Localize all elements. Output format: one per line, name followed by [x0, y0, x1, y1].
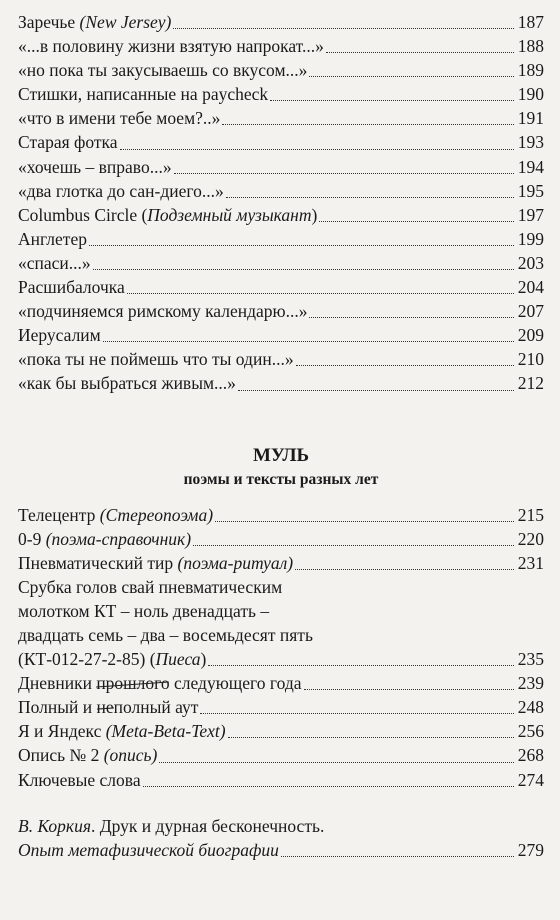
toc-entry-dnevniki[interactable] — [18, 671, 544, 695]
toc-entry-line: двадцать семь – два – восемьдесят пять — [18, 624, 313, 645]
toc-entry[interactable] — [18, 719, 544, 743]
toc-entry[interactable] — [18, 768, 544, 792]
toc-entry-title: (КТ-012-27-2-85) (Пиеса) — [18, 649, 207, 670]
leader-dots — [93, 269, 514, 270]
toc-entry[interactable] — [18, 155, 544, 179]
leader-dots — [159, 762, 514, 763]
toc-list-part2b — [18, 719, 544, 791]
toc-page-number: 188 — [517, 36, 544, 57]
toc-page-number: 256 — [517, 721, 544, 742]
toc-entry[interactable] — [18, 551, 544, 575]
toc-list-part2 — [18, 503, 544, 575]
toc-page-number: 189 — [517, 60, 544, 81]
leader-dots — [89, 245, 514, 246]
leader-dots — [228, 737, 514, 738]
toc-page-number: 203 — [517, 252, 544, 273]
toc-entry-title: «подчиняемся римскому календарю...» — [18, 301, 308, 322]
toc-entry[interactable] — [18, 179, 544, 203]
toc-page-number: 248 — [517, 697, 544, 718]
toc-entry-last-line — [18, 647, 544, 671]
toc-entry-title: «хочешь – вправо...» — [18, 156, 172, 177]
toc-entry[interactable] — [18, 58, 544, 82]
leader-dots — [173, 28, 514, 29]
toc-page-number: 204 — [517, 277, 544, 298]
leader-dots — [296, 365, 514, 366]
table-of-contents-page — [18, 10, 544, 862]
toc-entry[interactable] — [18, 251, 544, 275]
toc-entry-title: «но пока ты закусываешь со вкусом...» — [18, 60, 308, 81]
toc-entry-title: Columbus Circle (Подземный музыкант) — [18, 204, 318, 225]
leader-dots — [226, 197, 514, 198]
toc-entry-title: Пневматический тир (поэма-ритуал) — [18, 552, 294, 573]
toc-entry-title: 0-9 (поэма-справочник) — [18, 528, 192, 549]
struck-word: не — [96, 697, 114, 718]
toc-entry[interactable] — [18, 227, 544, 251]
leader-dots — [238, 390, 514, 391]
leader-dots — [222, 124, 514, 125]
toc-entry[interactable] — [18, 275, 544, 299]
toc-page-number: 194 — [517, 156, 544, 177]
toc-entry-title: «что в имени тебе моем?..» — [18, 108, 221, 129]
toc-entry[interactable] — [18, 10, 544, 34]
toc-entry-line: Срубка голов свай пневматическим — [18, 576, 283, 597]
toc-entry-title: «пока ты не поймешь что ты один...» — [18, 349, 294, 370]
toc-entry-title: Старая фотка — [18, 132, 118, 153]
toc-page-number: 207 — [517, 301, 544, 322]
section-title: МУЛЬ — [252, 444, 310, 466]
toc-entry[interactable] — [18, 106, 544, 130]
toc-entry-title: Иерусалим — [18, 325, 101, 346]
toc-entry-title: Телецентр (Стереопоэма) — [18, 504, 214, 525]
leader-dots — [309, 317, 514, 318]
section-header — [18, 443, 544, 491]
toc-page-number: 212 — [517, 373, 544, 394]
toc-page-number: 235 — [517, 649, 544, 670]
toc-entry[interactable] — [18, 323, 544, 347]
leader-dots — [295, 569, 514, 570]
toc-entry-title: Стишки, написанные на paycheck — [18, 84, 269, 105]
toc-page-number: 195 — [517, 180, 544, 201]
toc-entry[interactable] — [18, 503, 544, 527]
toc-entry[interactable] — [18, 203, 544, 227]
toc-entry-title: «два глотка до сан-диего...» — [18, 180, 224, 201]
toc-entry-last-line — [18, 838, 544, 862]
toc-entry-title: «...в половину жизни взятую напрокат...» — [18, 36, 324, 57]
toc-page-number: 239 — [517, 673, 544, 694]
leader-dots — [304, 689, 514, 690]
toc-page-number: 197 — [517, 204, 544, 225]
toc-entry-title: Ключевые слова — [18, 769, 141, 790]
toc-entry-title: Я и Яндекс (Meta-Beta-Text) — [18, 721, 226, 742]
toc-entry-line — [18, 814, 544, 838]
toc-entry-title: «спаси...» — [18, 252, 91, 273]
toc-page-number: 210 — [517, 349, 544, 370]
leader-dots — [319, 221, 514, 222]
toc-entry[interactable] — [18, 743, 544, 767]
leader-dots — [103, 341, 514, 342]
section-subtitle: поэмы и тексты разных лет — [183, 470, 379, 488]
toc-entry-essay[interactable] — [18, 814, 544, 862]
toc-page-number: 220 — [517, 528, 544, 549]
leader-dots — [215, 521, 514, 522]
toc-entry-title: Опись № 2 (опись) — [18, 745, 158, 766]
leader-dots — [143, 786, 514, 787]
leader-dots — [326, 52, 514, 53]
toc-entry-title: Англетер — [18, 228, 87, 249]
leader-dots — [208, 665, 514, 666]
toc-page-number: 215 — [517, 504, 544, 525]
leader-dots — [309, 76, 514, 77]
toc-entry[interactable] — [18, 82, 544, 106]
toc-page-number: 274 — [517, 769, 544, 790]
toc-entry[interactable] — [18, 299, 544, 323]
essay-title-line1: . Друк и дурная бесконечность. — [90, 815, 325, 836]
toc-page-number: 268 — [517, 745, 544, 766]
toc-entry-line: молотком КТ – ноль двенадцать – — [18, 600, 270, 621]
toc-entry-title: Расшибалочка — [18, 277, 125, 298]
leader-dots — [281, 856, 514, 857]
toc-entry[interactable] — [18, 347, 544, 371]
essay-author: В. Коркия — [18, 815, 91, 836]
toc-entry[interactable] — [18, 130, 544, 154]
toc-entry-polny[interactable] — [18, 695, 544, 719]
toc-entry[interactable] — [18, 527, 544, 551]
toc-page-number: 199 — [517, 228, 544, 249]
essay-title-line2: Опыт метафизической биографии — [18, 839, 279, 860]
leader-dots — [127, 293, 514, 294]
toc-page-number: 231 — [517, 552, 544, 573]
leader-dots — [193, 545, 514, 546]
toc-entry-title: «как бы выбраться живым...» — [18, 373, 236, 394]
leader-dots — [200, 713, 514, 714]
toc-page-number: 191 — [517, 108, 544, 129]
leader-dots — [174, 173, 514, 174]
struck-word: прошлого — [96, 673, 170, 694]
toc-page-number: 209 — [517, 325, 544, 346]
toc-page-number: 193 — [517, 132, 544, 153]
toc-entry-srubka[interactable] — [18, 575, 544, 671]
toc-entry-title: Полный и неполный аут — [18, 697, 199, 718]
toc-list-part1 — [18, 10, 544, 396]
leader-dots — [270, 100, 514, 101]
toc-entry[interactable] — [18, 371, 544, 395]
toc-entry-title: Заречье (New Jersey) — [18, 12, 172, 32]
toc-page-number: 190 — [517, 84, 544, 105]
toc-page-number: 187 — [517, 12, 544, 32]
toc-page-number: 279 — [517, 839, 544, 860]
toc-entry[interactable] — [18, 34, 544, 58]
toc-entry-title: Дневники прошлого следующего года — [18, 673, 302, 694]
leader-dots — [120, 149, 514, 150]
